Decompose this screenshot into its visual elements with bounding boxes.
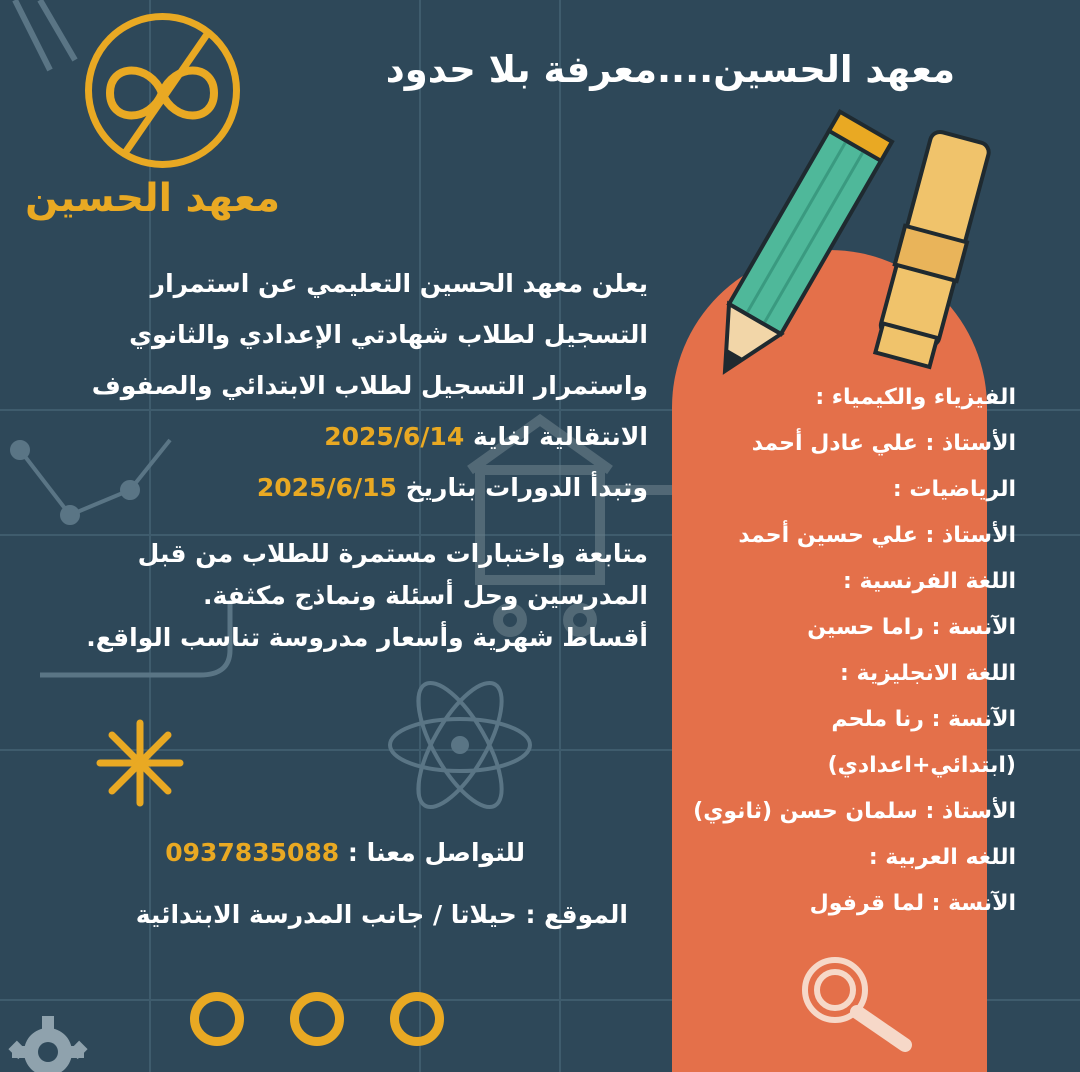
circle-icon bbox=[390, 992, 444, 1046]
gear-icon bbox=[8, 1016, 87, 1072]
teacher-line: الفيزياء والكيمياء : bbox=[815, 385, 1016, 410]
teachers-list bbox=[636, 375, 1016, 927]
contact-label: للتواصل معنا : bbox=[347, 838, 525, 867]
teacher-line: الرياضيات : bbox=[892, 477, 1016, 502]
announcement-line: التسجيل لطلاب شهادتي الإعدادي والثانوي bbox=[129, 320, 648, 349]
location-text: الموقع : حيلاتا / جانب المدرسة الابتدائية bbox=[135, 900, 628, 929]
teacher-line: اللغه العربية : bbox=[868, 845, 1016, 870]
circle-icon bbox=[190, 992, 244, 1046]
teacher-line: الآنسة : رنا ملحم bbox=[831, 707, 1016, 732]
courses-start-date: 2025/6/15 bbox=[256, 473, 397, 502]
circle-icon bbox=[290, 992, 344, 1046]
registration-end-label: الانتقالية لغاية bbox=[472, 422, 648, 451]
decorative-circles bbox=[190, 992, 440, 1052]
announcement-line bbox=[8, 411, 648, 462]
flask-icon bbox=[15, 0, 75, 70]
asterisk-icon bbox=[100, 723, 180, 803]
courses-start-label: وتبدأ الدورات بتاريخ bbox=[405, 473, 648, 502]
features bbox=[8, 533, 648, 659]
teacher-line: الأستاذ : علي عادل أحمد bbox=[751, 431, 1016, 456]
teacher-line: الأستاذ : علي حسين أحمد bbox=[738, 523, 1016, 548]
feature-line: أقساط شهرية وأسعار مدروسة تناسب الواقع. bbox=[86, 623, 648, 652]
registration-end-date: 2025/6/14 bbox=[324, 422, 465, 451]
brand-name: معهد الحسين bbox=[25, 176, 280, 221]
teacher-line: الآنسة : راما حسين bbox=[807, 615, 1016, 640]
phone-number[interactable]: 0937835088 bbox=[165, 838, 340, 867]
announcement-line: يعلن معهد الحسين التعليمي عن استمرار bbox=[150, 269, 648, 298]
teacher-line: الأستاذ : سلمان حسن (ثانوي) bbox=[693, 799, 1016, 824]
atom-icon bbox=[390, 671, 530, 818]
teacher-line: اللغة الانجليزية : bbox=[840, 661, 1016, 686]
contact-info bbox=[165, 838, 525, 867]
page-title: معهد الحسين....معرفة بلا حدود bbox=[385, 48, 955, 91]
teacher-line: (ابتدائي+اعدادي) bbox=[827, 753, 1016, 778]
feature-line: المدرسين وحل أسئلة ونماذج مكثفة. bbox=[202, 581, 648, 610]
announcement bbox=[8, 258, 648, 513]
announcement-line bbox=[8, 462, 648, 513]
feature-line: متابعة واختبارات مستمرة للطلاب من قبل bbox=[137, 539, 648, 568]
teacher-line: اللغة الفرنسية : bbox=[843, 569, 1016, 594]
logo-infinity-icon bbox=[80, 8, 245, 173]
teacher-line: الآنسة : لما قرفول bbox=[809, 891, 1016, 916]
announcement-line: واستمرار التسجيل لطلاب الابتدائي والصفوف bbox=[91, 371, 648, 400]
